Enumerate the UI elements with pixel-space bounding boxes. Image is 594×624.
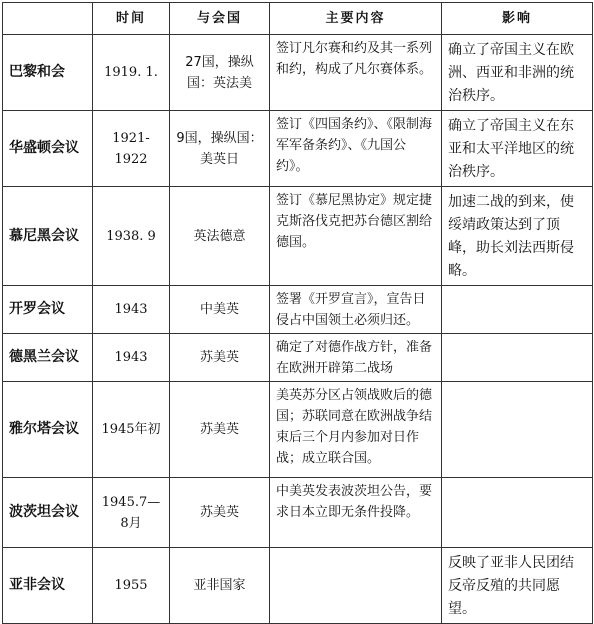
header-name (3, 3, 93, 35)
conference-effect (442, 478, 593, 548)
header-countries: 与会国 (170, 3, 270, 35)
header-effect: 影响 (442, 3, 593, 35)
table-row (3, 548, 593, 624)
conference-time: 1938. 9 (93, 187, 170, 286)
table-row (3, 187, 593, 286)
conference-time: 1919. 1. (93, 35, 170, 111)
table-row (3, 382, 593, 478)
conference-countries: 中美英 (170, 286, 270, 334)
conference-time: 1945.7—8月 (93, 478, 170, 548)
conference-name: 巴黎和会 (3, 35, 93, 111)
table-row (3, 35, 593, 111)
header-row (3, 3, 593, 35)
conference-countries: 苏美英 (170, 478, 270, 548)
conference-name: 德黑兰会议 (3, 334, 93, 382)
conference-countries: 英法德意 (170, 187, 270, 286)
conference-effect: 加速二战的到来，使绥靖政策达到了顶峰，助长刘法西斯侵略。 (442, 187, 593, 286)
conference-content: 中美英发表波茨坦公告，要求日本立即无条件投降。 (270, 478, 442, 548)
conference-name: 开罗会议 (3, 286, 93, 334)
table-row (3, 286, 593, 334)
header-time: 时间 (93, 3, 170, 35)
conference-effect (442, 382, 593, 478)
conference-time: 1943 (93, 334, 170, 382)
conference-time: 1921-1922 (93, 111, 170, 187)
conference-effect (442, 334, 593, 382)
conference-content: 签订《慕尼黑协定》规定捷克斯洛伐克把苏台德区割给德国。 (270, 187, 442, 286)
table-row (3, 478, 593, 548)
conference-countries: 9国，操纵国：美英日 (170, 111, 270, 187)
conference-content: 美英苏分区占领战败后的德国；苏联同意在欧洲战争结束后三个月内参加对日作战；成立联合国。 (270, 382, 442, 478)
table-row (3, 334, 593, 382)
conference-effect: 确立了帝国主义在欧洲、西亚和非洲的统治秩序。 (442, 35, 593, 111)
conference-name: 波茨坦会议 (3, 478, 93, 548)
conference-name: 雅尔塔会议 (3, 382, 93, 478)
conference-countries: 苏美英 (170, 382, 270, 478)
history-conferences-table (2, 2, 593, 624)
conference-effect (442, 286, 593, 334)
conference-content: 签署《开罗宣言》，宣告日侵占中国领土必须归还。 (270, 286, 442, 334)
conference-content: 确定了对德作战方针，准备在欧洲开辟第二战场 (270, 334, 442, 382)
conference-time: 1945年初 (93, 382, 170, 478)
conference-name: 华盛顿会议 (3, 111, 93, 187)
conference-effect: 反映了亚非人民团结反帝反殖的共同愿望。 (442, 548, 593, 624)
conference-content (270, 548, 442, 624)
conference-name: 慕尼黑会议 (3, 187, 93, 286)
conference-name: 亚非会议 (3, 548, 93, 624)
table-row (3, 111, 593, 187)
conference-countries: 苏美英 (170, 334, 270, 382)
conference-content: 签订《四国条约》、《限制海军军备条约》、《九国公约》。 (270, 111, 442, 187)
header-content: 主要内容 (270, 3, 442, 35)
conference-time: 1943 (93, 286, 170, 334)
conference-countries: 亚非国家 (170, 548, 270, 624)
conference-effect: 确立了帝国主义在东亚和太平洋地区的统治秩序。 (442, 111, 593, 187)
conference-time: 1955 (93, 548, 170, 624)
conference-countries: 27国，操纵国：英法美 (170, 35, 270, 111)
conference-content: 签订凡尔赛和约及其一系列和约，构成了凡尔赛体系。 (270, 35, 442, 111)
